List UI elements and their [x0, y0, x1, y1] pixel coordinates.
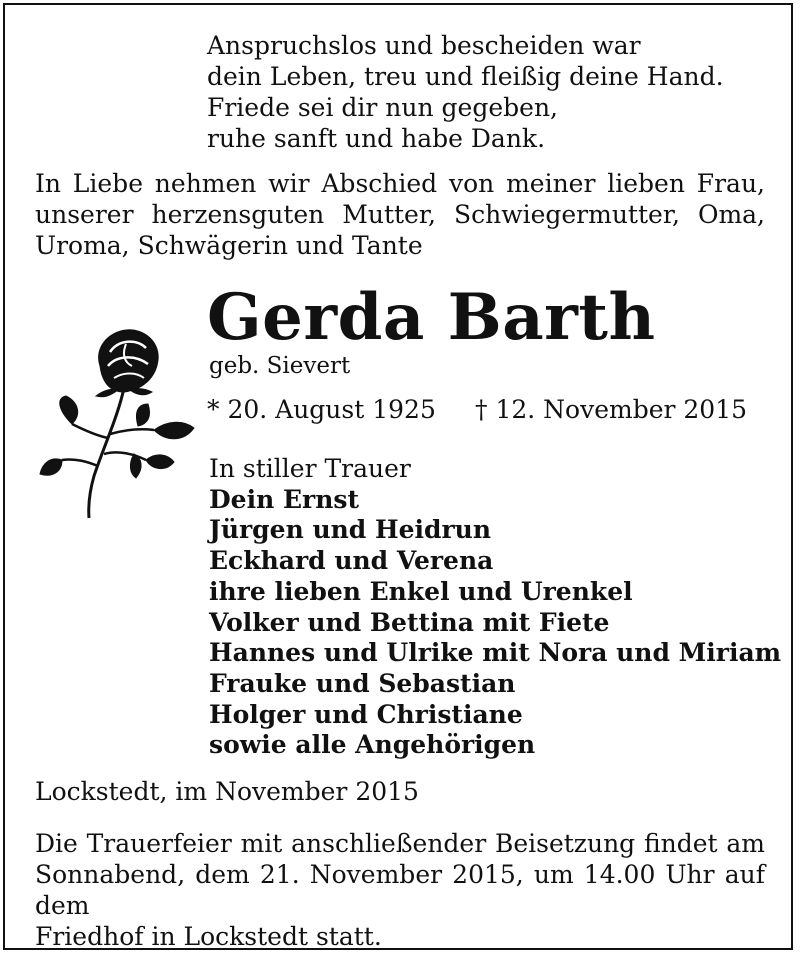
poem-line: Anspruchslos und bescheiden war	[207, 31, 641, 60]
death-date: † 12. November 2015	[475, 395, 748, 424]
mourning-heading: In stiller Trauer	[209, 454, 411, 483]
mourner-entry: Hannes und Ulrike mit Nora und Miriam	[209, 638, 782, 668]
mourner-entry: Jürgen und Heidrun	[209, 515, 492, 545]
poem-line: ruhe sanft und habe Dank.	[207, 124, 546, 153]
funeral-notice-text: Die Trauerfeier mit anschließender Beisetzung findet am Sonnabend, dem 21. November 2015, um 14.00 Uhr auf dem	[35, 829, 765, 920]
poem-line: Friede sei dir nun gegeben,	[207, 93, 558, 122]
place-and-date: Lockstedt, im November 2015	[35, 777, 419, 806]
mourner-entry: ihre lieben Enkel und Urenkel	[209, 576, 633, 606]
maiden-name: geb. Sievert	[209, 353, 351, 379]
rose-icon	[38, 326, 196, 520]
funeral-notice-end: Friedhof in Lockstedt statt.	[35, 922, 382, 951]
mourner-entry: Volker und Bettina mit Fiete	[209, 607, 610, 637]
mourner-entry: Dein Ernst	[209, 484, 359, 514]
mourner-entry: Frauke und Sebastian	[209, 668, 516, 698]
memorial-poem	[207, 30, 724, 154]
mourner-entry: Eckhard und Verena	[209, 546, 494, 576]
birth-date: * 20. August 1925	[207, 395, 436, 424]
poem-line: dein Leben, treu und fleißig deine Hand.	[207, 62, 724, 91]
funeral-notice	[35, 828, 765, 952]
mourner-entry: Holger und Christiane	[209, 699, 523, 729]
deceased-name: Gerda Barth	[207, 280, 656, 355]
farewell-intro: In Liebe nehmen wir Abschied von meiner lieben Frau, unserer herzensguten Mutter, Schwiegermutter, Oma, Uroma, Schwägerin und Tante	[35, 169, 765, 260]
mourners-list	[209, 454, 781, 761]
mourner-entry: sowie alle Angehörigen	[209, 730, 536, 760]
